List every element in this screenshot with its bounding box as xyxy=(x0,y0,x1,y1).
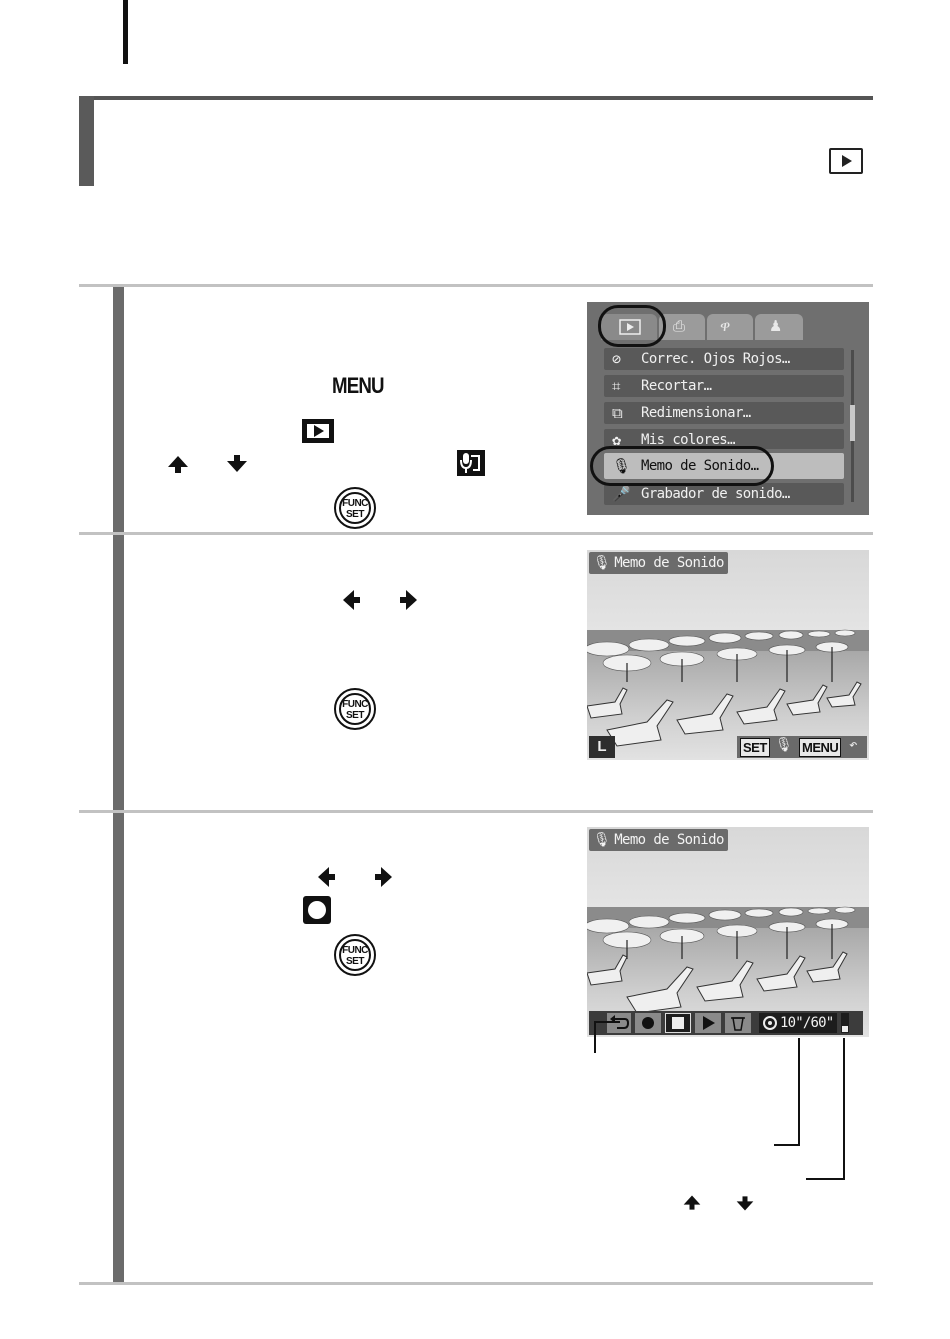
func-set-button-icon: FUNC SET xyxy=(334,688,376,730)
tab-highlight-circle xyxy=(598,305,666,347)
sound-memo-icon: 🎙 xyxy=(593,832,611,848)
volume-indicator xyxy=(841,1013,849,1033)
step-bar xyxy=(113,287,124,532)
menu-item-sound-recorder[interactable]: 🎤 Grabador de sonido… xyxy=(604,483,844,505)
tab-setup: ዋ xyxy=(707,314,753,340)
left-arrow-icon xyxy=(315,865,339,889)
record-icon xyxy=(303,896,331,924)
callout-line-controls-h xyxy=(594,1021,620,1023)
step-bar xyxy=(113,813,124,1285)
menu-button-label: MENU xyxy=(332,373,384,398)
exit-button[interactable] xyxy=(607,1013,631,1033)
up-arrow-icon xyxy=(166,453,190,477)
my-colors-icon: ✿ xyxy=(612,431,622,449)
sound-memo-icon: 🎙 xyxy=(775,737,793,753)
menu-item-my-colors[interactable]: ✿ Mis colores… xyxy=(604,429,844,449)
callout-line-controls xyxy=(594,1021,596,1053)
sound-memo-control-panel xyxy=(589,1011,863,1035)
section-header xyxy=(79,96,873,186)
down-arrow-icon xyxy=(735,1193,755,1213)
up-arrow-icon xyxy=(682,1193,702,1213)
screen-caption: 🎙 Memo de Sonido xyxy=(589,552,728,574)
tab-my-camera: ♟ xyxy=(755,314,803,340)
menu-badge: MENU xyxy=(799,738,841,757)
step-rule xyxy=(79,532,873,535)
stop-icon xyxy=(666,1014,690,1032)
screen-caption: 🎙 Memo de Sonido xyxy=(589,829,728,851)
menu-item-resize[interactable]: ⧉ Redimensionar… xyxy=(604,402,844,424)
step-rule xyxy=(79,284,873,287)
callout-line-volume xyxy=(843,1038,845,1180)
image-size-badge: L xyxy=(589,736,615,758)
menu-item-sound-memo[interactable]: 🎙 Memo de Sonido… xyxy=(604,453,844,479)
page-edge-tick xyxy=(123,0,128,64)
record-dot-icon xyxy=(635,1013,661,1033)
down-arrow-icon xyxy=(225,451,249,475)
playback-mode-icon xyxy=(829,148,863,174)
microphone-icon: 🎤 xyxy=(612,485,631,503)
menu-item-crop[interactable]: ⌗ Recortar… xyxy=(604,375,844,397)
camera-menu-screen xyxy=(587,302,869,515)
item-highlight-circle xyxy=(590,446,774,486)
left-arrow-icon xyxy=(340,588,364,612)
screen-button-hints xyxy=(737,736,867,758)
menu-item-red-eye[interactable]: ⊘ Correc. Ojos Rojos… xyxy=(604,348,844,370)
sound-memo-icon xyxy=(457,450,485,476)
play-icon xyxy=(695,1013,721,1033)
crop-icon: ⌗ xyxy=(612,377,621,395)
camera-record-screen xyxy=(587,827,869,1037)
callout-line-volume-h xyxy=(806,1178,845,1180)
right-arrow-icon xyxy=(396,588,420,612)
sound-memo-icon: 🎙 xyxy=(612,457,632,475)
deck-chairs-image xyxy=(587,937,869,1017)
camera-photo-screen xyxy=(587,550,869,760)
stop-button[interactable] xyxy=(665,1013,691,1033)
func-set-button-icon: FUNC SET xyxy=(334,487,376,529)
header-block xyxy=(79,96,94,186)
header-rule xyxy=(79,96,873,100)
sound-memo-icon: 🎙 xyxy=(593,555,611,571)
red-eye-icon: ⊘ xyxy=(612,350,622,368)
erase-button[interactable] xyxy=(725,1013,751,1033)
func-set-button-icon: FUNC SET xyxy=(334,934,376,976)
step-rule xyxy=(79,810,873,813)
set-badge: SET xyxy=(740,738,770,757)
menu-scroll-thumb[interactable] xyxy=(850,405,855,441)
right-arrow-icon xyxy=(371,865,395,889)
return-icon: ↶ xyxy=(849,737,858,753)
play-button[interactable] xyxy=(695,1013,721,1033)
callout-line-timer-h xyxy=(774,1144,800,1146)
resize-icon: ⧉ xyxy=(612,404,623,422)
return-icon xyxy=(607,1013,631,1033)
step-bar xyxy=(113,535,124,810)
playback-tab-icon xyxy=(302,419,334,443)
recording-timer: 10"/60" xyxy=(759,1013,837,1033)
record-button[interactable] xyxy=(635,1013,661,1033)
tab-print: ⎙ xyxy=(659,314,705,340)
callout-line-timer xyxy=(798,1038,800,1146)
erase-icon xyxy=(725,1013,751,1033)
step-bottom-rule xyxy=(79,1282,873,1285)
timer-icon xyxy=(762,1015,778,1031)
